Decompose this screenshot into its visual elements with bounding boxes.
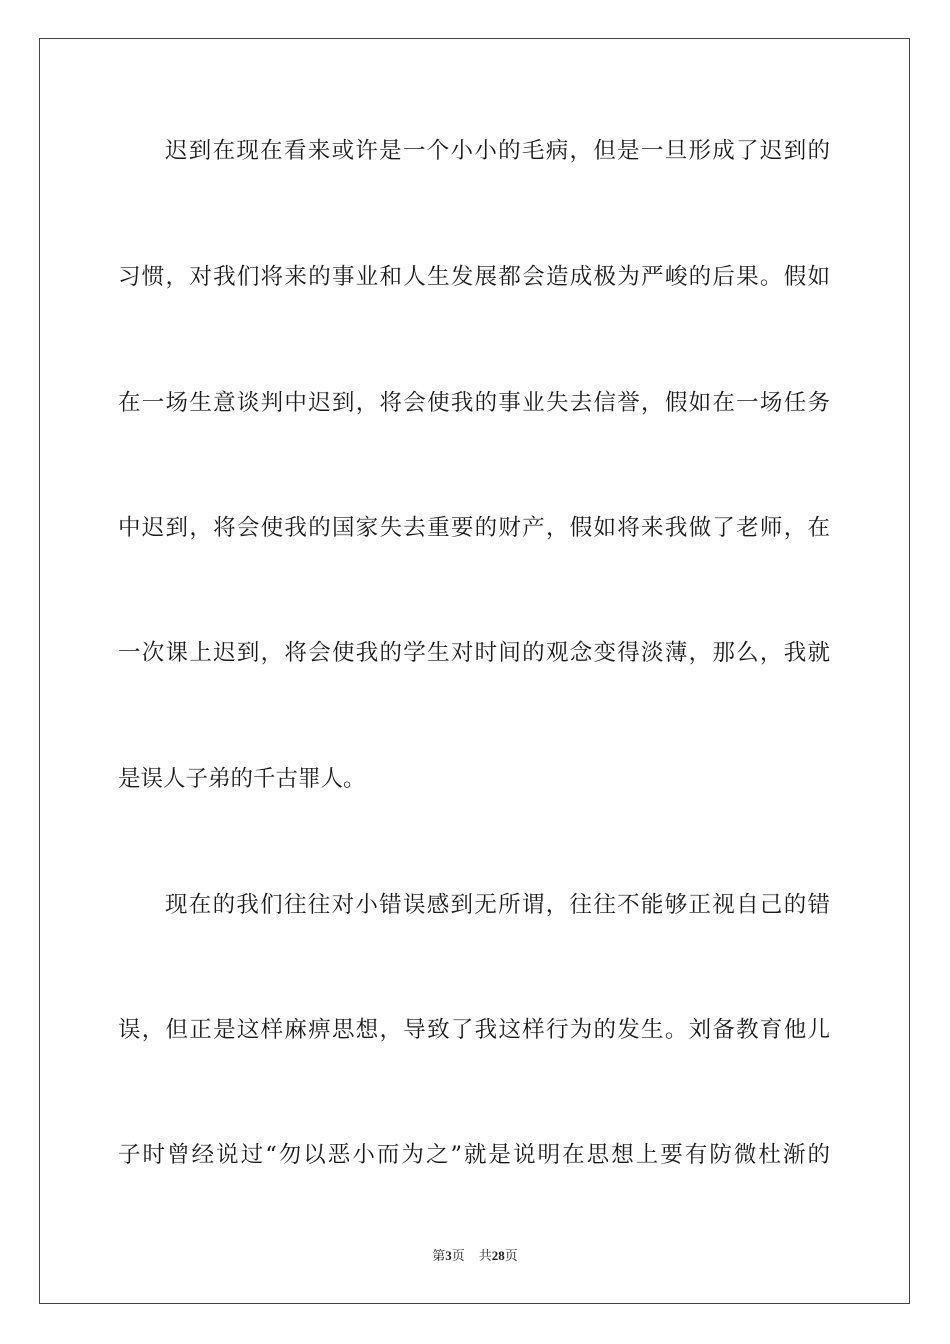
total-suffix: 页 <box>504 1248 518 1263</box>
page-prefix: 第 <box>432 1248 446 1263</box>
page-footer <box>0 1248 950 1264</box>
paragraph-1-line-6: 是误人子弟的千古罪人。 <box>118 766 366 792</box>
paragraph-2-line-1: 现在的我们往往对小错误感到无所谓，往往不能够正视自己的错 <box>165 892 830 918</box>
total-prefix: 共 <box>478 1248 492 1263</box>
paragraph-1-line-4: 中迟到，将会使我的国家失去重要的财产，假如将来我做了老师，在 <box>118 515 830 541</box>
total-pages: 28 <box>491 1248 505 1263</box>
page-suffix: 页 <box>451 1248 465 1263</box>
paragraph-2-line-3: 子时曾经说过“勿以恶小而为之”就是说明在思想上要有防微杜渐的 <box>118 1142 830 1168</box>
paragraph-1-line-2: 习惯，对我们将来的事业和人生发展都会造成极为严峻的后果。假如 <box>118 264 830 290</box>
paragraph-2-line-2: 误，但正是这样麻痹思想，导致了我这样行为的发生。刘备教育他儿 <box>118 1017 830 1043</box>
paragraph-1-line-1: 迟到在现在看来或许是一个小小的毛病，但是一旦形成了迟到的 <box>165 138 830 164</box>
page-number: 3 <box>445 1248 452 1263</box>
page-border <box>39 38 910 1304</box>
paragraph-1-line-5: 一次课上迟到，将会使我的学生对时间的观念变得淡薄，那么，我就 <box>118 640 830 666</box>
paragraph-1-line-3: 在一场生意谈判中迟到，将会使我的事业失去信誉，假如在一场任务 <box>118 390 830 416</box>
